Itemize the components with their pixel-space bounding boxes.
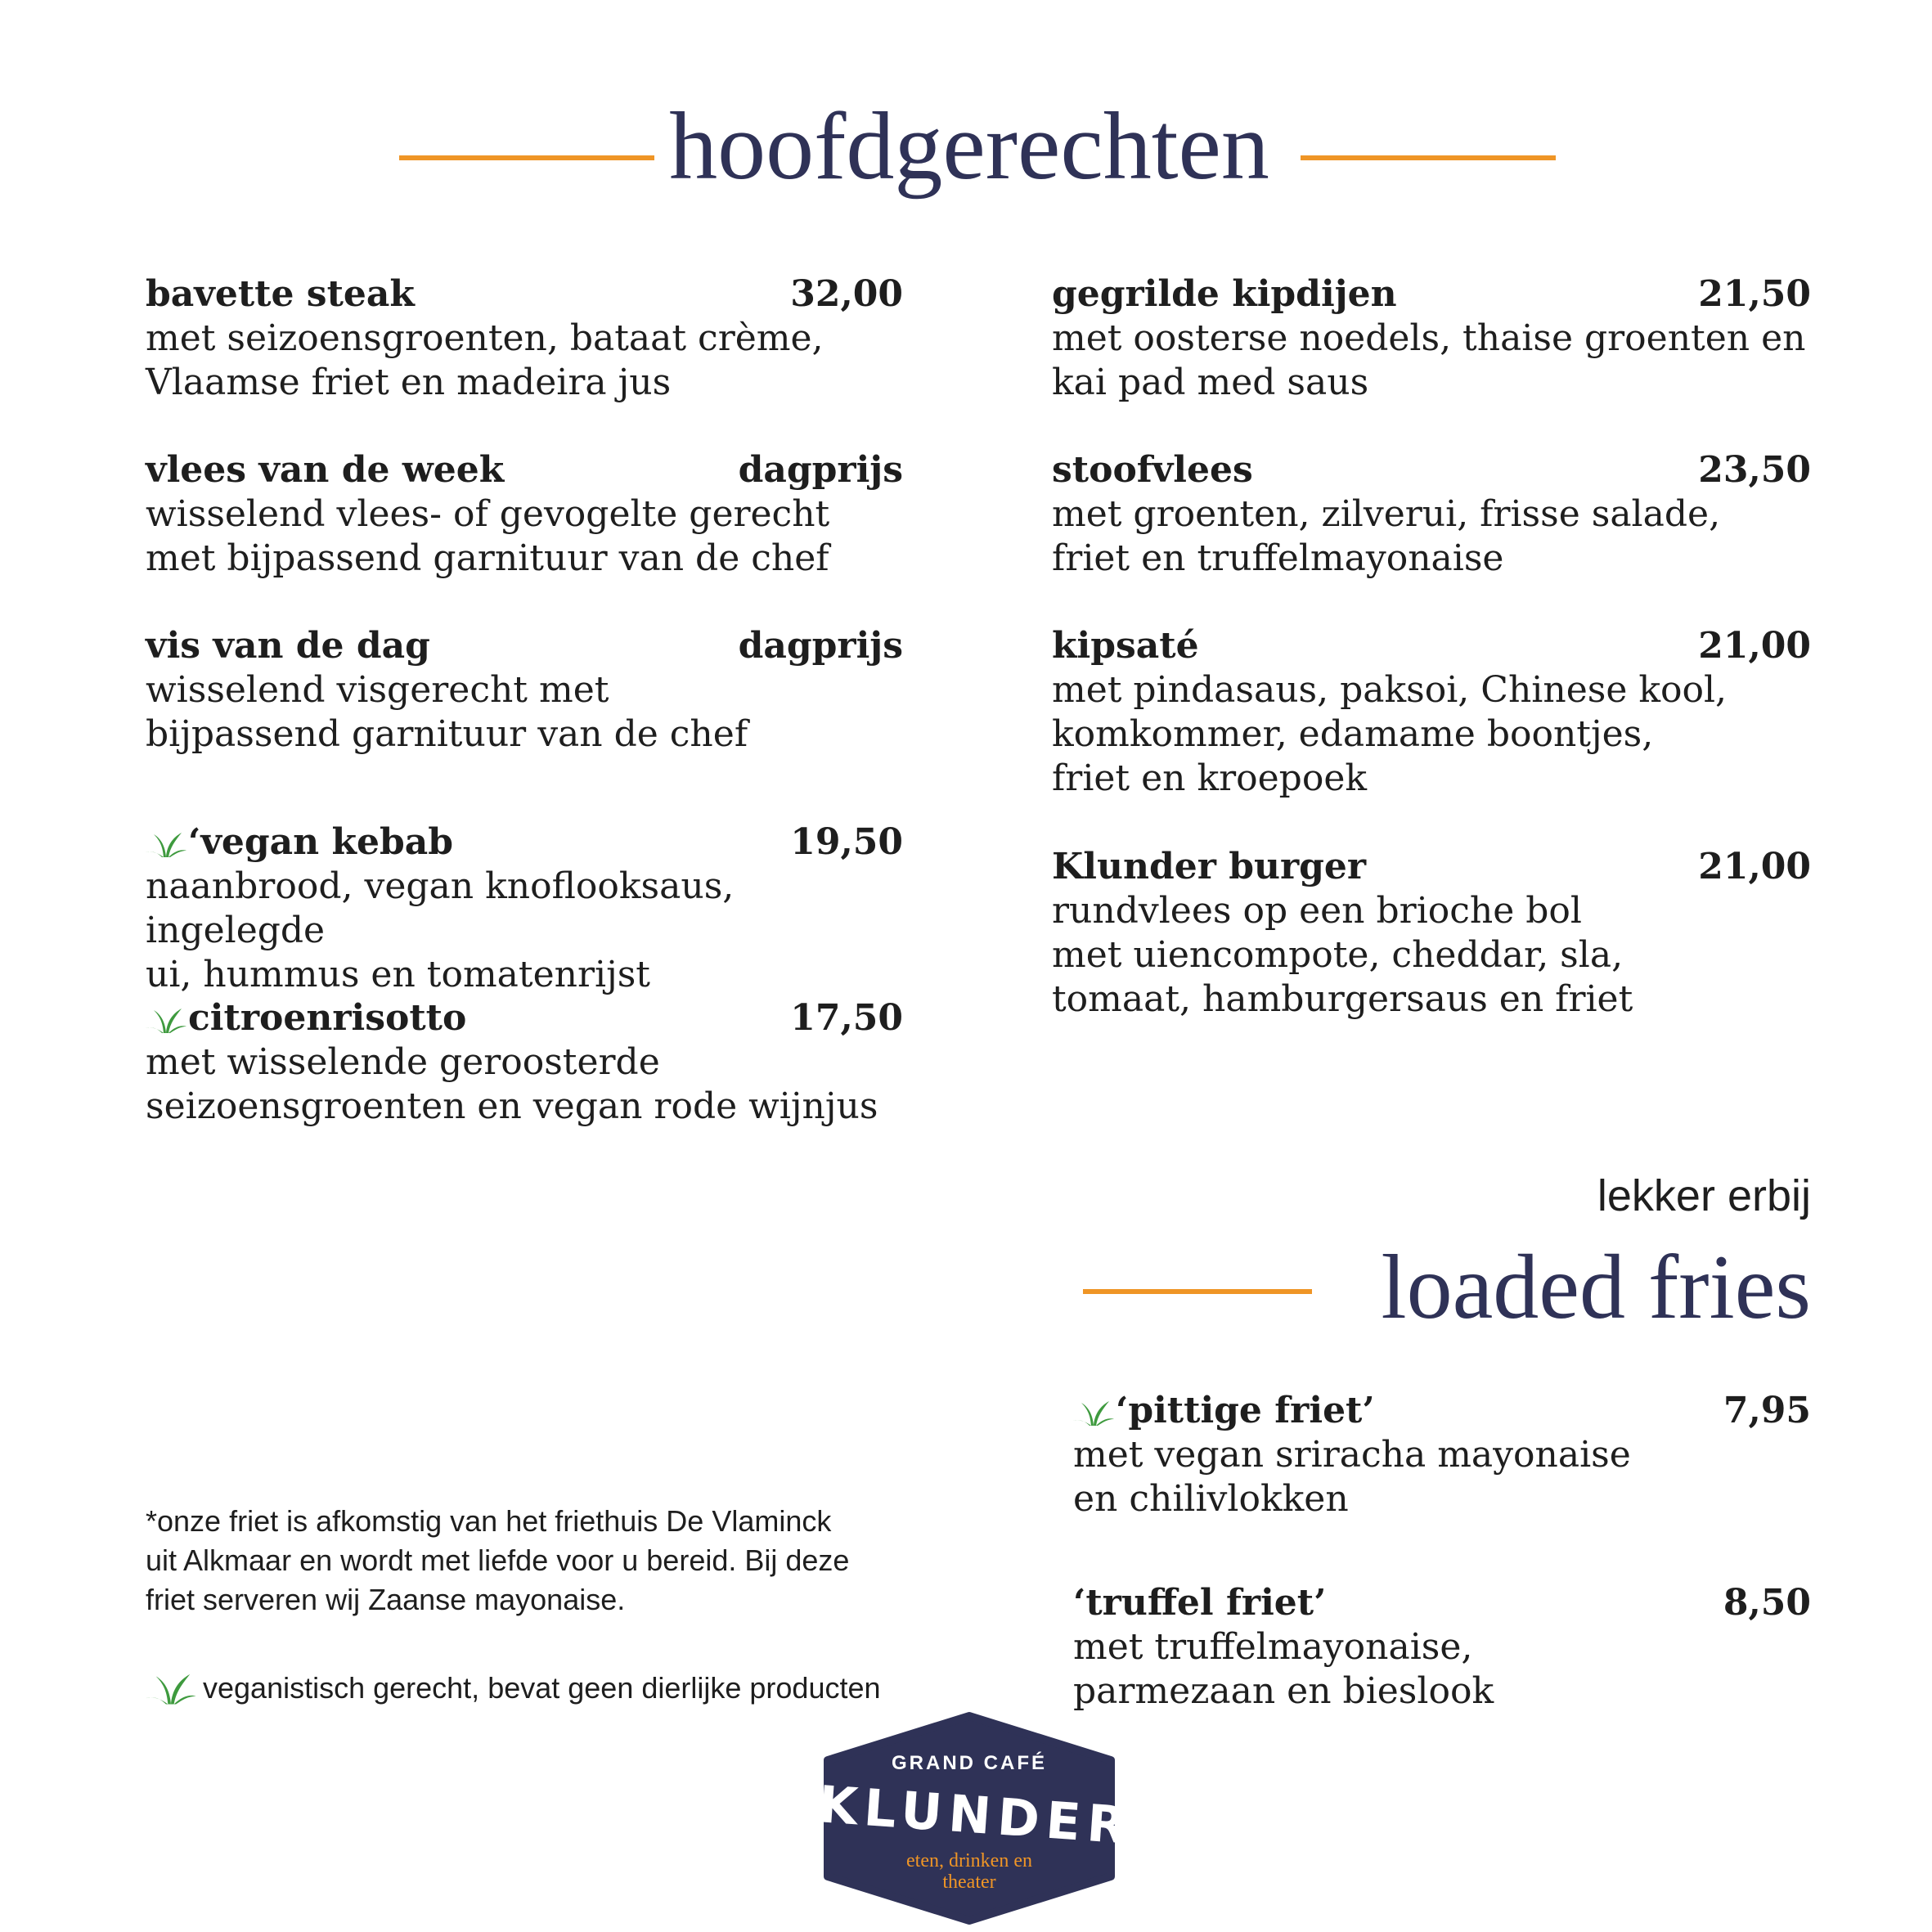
item-description: rundvlees op een brioche bol met uiencompote, cheddar, sla, tomaat, hamburgersaus en friet (1052, 890, 1633, 1020)
item-name: ‘pittige friet’ (1116, 1390, 1375, 1431)
menu-item (146, 820, 903, 997)
item-description: wisselend vlees- of gevogelte gerecht met bijpassend garnituur van de chef (146, 493, 830, 579)
menu-item (1052, 448, 1811, 581)
item-description: met oosterse noedels, thaise groenten en kai pad med saus (1052, 317, 1806, 403)
fries-subtitle: lekker erbij (1597, 1171, 1811, 1220)
item-name: ‘truffel friet’ (1073, 1582, 1327, 1624)
logo-name: KLUNDER (815, 1774, 1135, 1856)
item-description: met pindasaus, paksoi, Chinese kool, komkommer, edamame boontjes, friet en kroepoek (1052, 669, 1728, 799)
menu-item (146, 448, 903, 581)
item-price: 7,95 (1723, 1390, 1811, 1431)
fries-title-rule (1083, 1289, 1312, 1294)
logo-tagline-1: eten, drinken en (906, 1850, 1032, 1871)
item-name: vis van de dag (146, 625, 430, 667)
item-description: met seizoensgroenten, bataat crème, Vlaamse friet en madeira jus (146, 317, 824, 403)
item-price: 19,50 (790, 821, 903, 863)
vegan-legend (146, 1669, 881, 1708)
menu-item (1073, 1389, 1811, 1521)
item-description: met vegan sriracha mayonaise en chilivlokken (1073, 1434, 1631, 1520)
menu-item (1073, 1581, 1811, 1714)
menu-item (146, 624, 903, 757)
menu-item (1052, 272, 1811, 405)
fries-title: loaded fries (1381, 1237, 1811, 1338)
leaf-icon (146, 829, 186, 859)
item-description: wisselend visgerecht met bijpassend garnituur van de chef (146, 669, 748, 755)
leaf-icon (146, 1005, 186, 1035)
item-name: bavette steak (146, 273, 415, 315)
item-name: Klunder burger (1052, 846, 1367, 887)
item-name: vlees van de week (146, 449, 505, 491)
vegan-legend-text: veganistisch gerecht, bevat geen dierlijke producten (203, 1671, 881, 1705)
menu-item (1052, 845, 1811, 1022)
item-description: met groenten, zilverui, frisse salade, friet en truffelmayonaise (1052, 493, 1721, 579)
leaf-icon (1073, 1398, 1114, 1427)
item-price: 21,00 (1698, 625, 1811, 667)
item-name: ‘vegan kebab (188, 821, 453, 863)
leaf-icon (146, 1670, 196, 1706)
title-rule-right (1301, 155, 1556, 160)
item-price: dagprijs (738, 449, 903, 491)
item-name: kipsaté (1052, 625, 1199, 667)
klunder-logo (815, 1711, 1135, 1925)
logo-tagline-2: theater (942, 1871, 996, 1893)
menu-item (1052, 624, 1811, 801)
item-price: 21,00 (1698, 846, 1811, 887)
item-price: dagprijs (738, 625, 903, 667)
item-name: gegrilde kipdijen (1052, 273, 1397, 315)
menu-item (146, 272, 903, 405)
item-price: 21,50 (1698, 273, 1811, 315)
item-name: citroenrisotto (188, 997, 467, 1039)
page-title: hoofdgerechten (669, 92, 1269, 200)
item-description: naanbrood, vegan knoflooksaus, ingelegde ui, hummus en tomatenrijst (146, 865, 735, 995)
title-rule-left (399, 155, 654, 160)
menu-item (146, 996, 903, 1129)
item-price: 8,50 (1723, 1582, 1811, 1624)
item-price: 23,50 (1698, 449, 1811, 491)
item-description: met wisselende geroosterde seizoensgroenten en vegan rode wijnjus (146, 1041, 878, 1127)
item-name: stoofvlees (1052, 449, 1253, 491)
footnote: *onze friet is afkomstig van het friethuis De Vlaminck uit Alkmaar en wordt met liefde voor u bereid. Bij deze friet serveren wij Zaanse mayonaise. (146, 1504, 850, 1616)
item-description: met truffelmayonaise, parmezaan en bieslook (1073, 1626, 1494, 1712)
item-price: 17,50 (790, 997, 903, 1039)
logo-top-text: GRAND CAFÉ (892, 1752, 1047, 1774)
item-price: 32,00 (790, 273, 903, 315)
